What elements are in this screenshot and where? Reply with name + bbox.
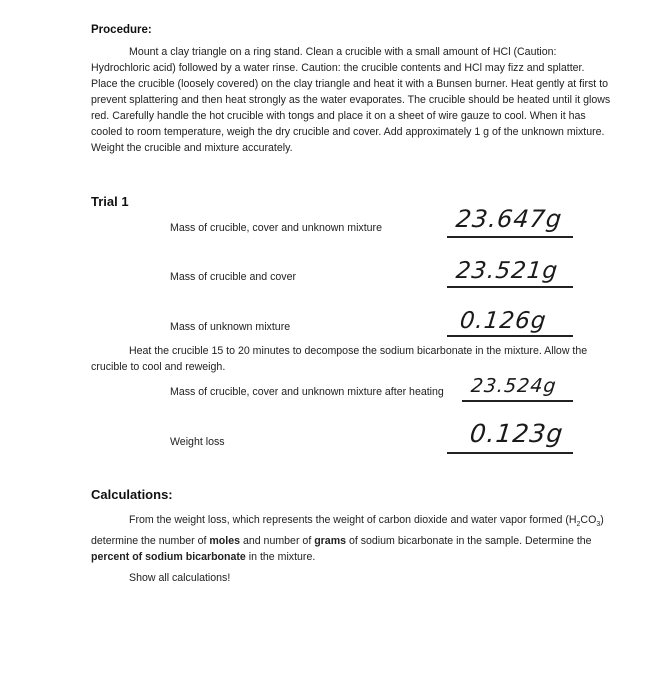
show-all-calculations: Show all calculations! <box>129 572 231 584</box>
mass-unknown-mixture-label: Mass of unknown mixture <box>170 321 291 333</box>
mass-after-heating-label: Mass of crucible, cover and unknown mixture after heating <box>170 386 444 398</box>
calc-text-1: From the weight loss, which represents the weight of carbon dioxide and water vapor formed (H <box>129 514 577 526</box>
procedure-heading: Procedure: <box>91 24 152 36</box>
mass-crucible-cover-value: 23.521g <box>454 258 560 284</box>
calc-text-3: ) determine the number of <box>91 514 604 548</box>
calc-text-2: CO <box>580 514 597 526</box>
answer-line <box>462 400 573 402</box>
calc-text-6: in the mixture. <box>245 551 316 564</box>
answer-line <box>447 286 573 288</box>
procedure-text: Mount a clay triangle on a ring stand. Clean a crucible with a small amount of HCl (Caution: Hydrochloric acid) followed by a water rinse. Caution: the crucible contents and HCl may fizz and splatter. Place the crucible (loosely covered) on the clay triangle and heat it with a Bunsen burner. Heat gently at first to prevent splattering and then heat strongly as the water evaporates. The crucible should be heated until it glows red. Carefully handle the hot crucible with tongs and place it on a sheet of wire gauze to cool. When it has cooled to room temperature, weigh the dry crucible and cover. Add approximately 1 g of the unknown mixture. Weight the crucible and mixture accurately. <box>91 46 611 154</box>
mass-after-heating-value: 23.524g <box>469 375 558 397</box>
weight-loss-label: Weight loss <box>170 436 225 448</box>
answer-line <box>447 335 573 337</box>
heat-instruction <box>91 343 611 375</box>
trial-heading: Trial 1 <box>91 194 129 209</box>
mass-crucible-cover-mixture-value: 23.647g <box>454 205 564 233</box>
calc-bold-moles: moles <box>209 535 240 548</box>
calc-subscript: 2 <box>576 521 581 529</box>
calc-text-4: and number of <box>240 535 315 548</box>
answer-line <box>447 452 573 454</box>
calculations-paragraph <box>91 512 611 565</box>
answer-line <box>447 236 573 238</box>
calc-bold-grams: grams <box>314 535 346 548</box>
heat-instruction-text: Heat the crucible 15 to 20 minutes to decompose the sodium bicarbonate in the mixture. Allow the crucible to cool and reweigh. <box>91 345 588 373</box>
calculations-heading: Calculations: <box>91 487 173 502</box>
weight-loss-value: 0.123g <box>468 419 565 448</box>
calc-bold-percent: percent of sodium bicarbonate <box>91 551 246 564</box>
mass-unknown-mixture-value: 0.126g <box>458 308 548 334</box>
calc-subscript: 3 <box>596 521 601 529</box>
calc-text-5: of sodium bicarbonate in the sample. Determine the <box>346 535 592 548</box>
mass-crucible-cover-label: Mass of crucible and cover <box>170 271 297 283</box>
mass-crucible-cover-mixture-label: Mass of crucible, cover and unknown mixture <box>170 222 382 234</box>
procedure-paragraph <box>91 44 611 156</box>
